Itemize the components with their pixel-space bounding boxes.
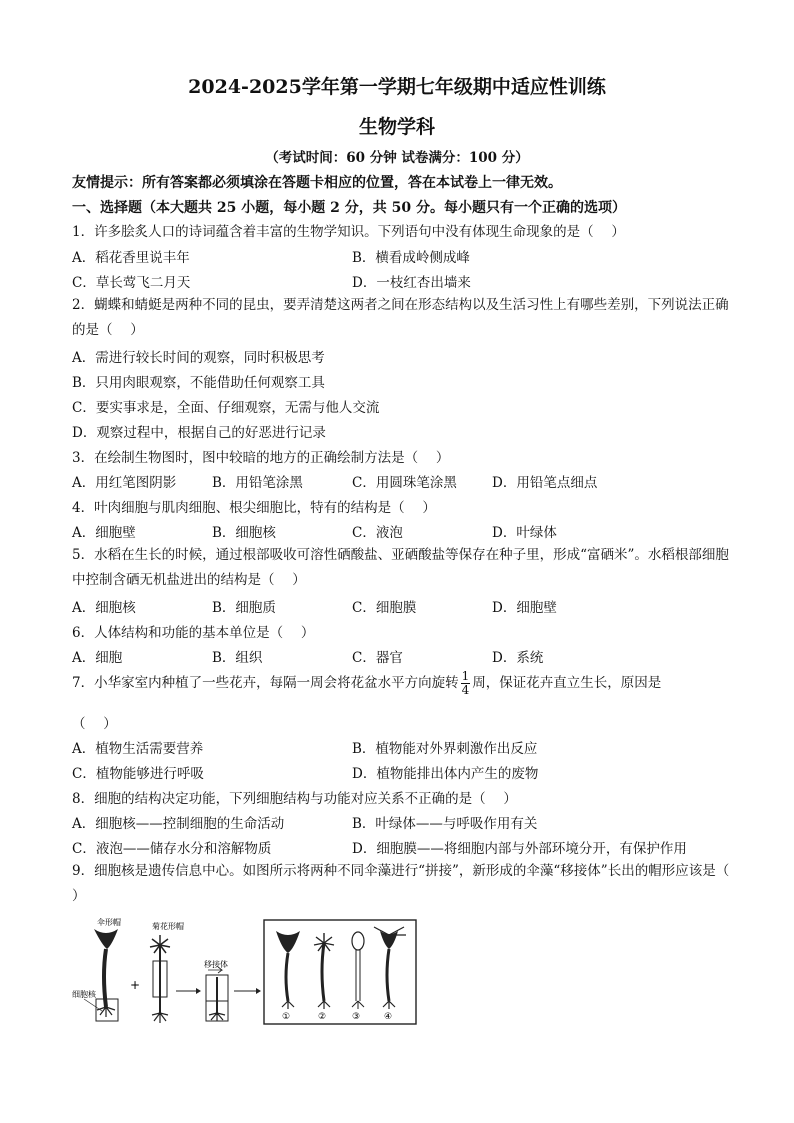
question-7-stem-tail: （ ） — [72, 716, 117, 732]
question-8-stem: 8．细胞的结构决定功能，下列细胞结构与功能对应关系不正确的是（ ） — [72, 791, 517, 807]
question-5-stem: 5．水稻在生长的时候，通过根部吸收可溶性硒酸盐、亚硒酸盐等保存在种子里，形成“富硒米”。水稻根部细胞中控制含硒无机盐进出的结构是（ ） — [72, 547, 729, 588]
choice-1-label: ① — [282, 1012, 291, 1022]
acetabularia-graft-figure — [72, 915, 432, 1030]
notice-text: 友情提示：所有答案都必须填涂在答题卡相应的位置，答在本试卷上一律无效。 — [72, 175, 562, 191]
choice-1-cap — [276, 931, 300, 953]
question-2-option-a: A．需进行较长时间的观察，同时积极思考 — [72, 350, 325, 366]
question-1-option-c: C．草长莺飞二月天 — [72, 275, 191, 291]
choice-3-label: ③ — [352, 1012, 361, 1022]
choice-4-stalk — [387, 949, 389, 1001]
question-5-option-d: D．细胞壁 — [492, 600, 557, 616]
question-1-stem: 1．许多脍炙人口的诗词蕴含着丰富的生物学知识。下列语句中没有体现生命现象的是（ ） — [72, 224, 625, 240]
question-2-option-b: B．只用肉眼观察，不能借助任何观察工具 — [72, 375, 325, 391]
question-2-option-c: C．要实事求是，全面、仔细观察，无需与他人交流 — [72, 400, 380, 416]
fraction — [461, 670, 471, 697]
question-8-option-c: C．液泡——储存水分和溶解物质 — [72, 841, 272, 857]
question-7-option-b: B．植物能对外界刺激作出反应 — [352, 741, 538, 757]
label-graft: 移接体 — [204, 960, 228, 969]
choice-2-stalk — [322, 943, 324, 1001]
question-9-stem: 9．细胞核是遗传信息中心。如图所示将两种不同伞藻进行“拼接”，新形成的伞藻“移接体”长出的帽形应该是（ ） — [72, 863, 747, 904]
arrow-1-head — [196, 988, 201, 994]
choice-4-rhizoid — [383, 1001, 395, 1009]
rhizoid-left — [97, 1007, 115, 1017]
choice-4-cap — [380, 931, 398, 949]
question-1-option-b: B．横看成岭侧成峰 — [352, 250, 470, 266]
question-1-option-a: A．稻花香里说丰年 — [72, 250, 190, 266]
question-7-option-d: D．植物能排出体内产生的废物 — [352, 766, 539, 782]
umbrella-stalk — [104, 949, 106, 1007]
label-chrysanthemum-cap: 菊花形帽 — [152, 922, 184, 931]
question-6-option-c: C．器官 — [352, 650, 403, 666]
question-8-option-a: A．细胞核——控制细胞的生命活动 — [72, 816, 285, 832]
umbrella-cap-shape — [94, 929, 118, 949]
question-7-stem-before: 7．小华家室内种植了一些花卉，每隔一周会将花盆水平方向旋转 — [72, 675, 459, 691]
question-2-stem: 2．蝴蝶和蜻蜓是两种不同的昆虫，要弄清楚这两者之间在形态结构以及生活习性上有哪些差别，下列说法正确的是（ ） — [72, 297, 729, 338]
question-1-option-d: D．一枝红杏出墙来 — [352, 275, 471, 291]
rhizoid-middle — [152, 1013, 168, 1023]
choice-2-rhizoid — [318, 1001, 330, 1009]
plus-sign: + — [130, 978, 141, 992]
question-3-option-a: A．用红笔图阴影 — [72, 475, 177, 491]
fraction-numerator: 1 — [461, 669, 470, 683]
fraction-denominator: 4 — [461, 683, 470, 697]
question-6-stem: 6．人体结构和功能的基本单位是（ ） — [72, 625, 315, 641]
question-4-option-a: A．细胞壁 — [72, 525, 136, 541]
question-4-stem: 4．叶肉细胞与肌肉细胞、根尖细胞比，特有的结构是（ ） — [72, 500, 436, 516]
choice-1-stalk — [286, 953, 288, 1001]
question-3-stem: 3．在绘制生物图时，图中较暗的地方的正确绘制方法是（ ） — [72, 450, 450, 466]
question-7-stem-after: 周，保证花卉直立生长，原因是 — [472, 675, 662, 691]
nucleus-pointer — [84, 999, 102, 1011]
question-4-option-b: B．细胞核 — [212, 525, 276, 541]
question-6-option-b: B．组织 — [212, 650, 263, 666]
arrow-2-head — [256, 988, 261, 994]
choice-4-cap-rays — [374, 927, 406, 935]
question-6-option-a: A．细胞 — [72, 650, 123, 666]
exam-info: （考试时间：60 分钟 试卷满分：100 分） — [265, 150, 529, 166]
label-nucleus: 细胞核 — [72, 990, 96, 999]
choice-2-label: ② — [318, 1012, 327, 1022]
question-8-option-b: B．叶绿体——与呼吸作用有关 — [352, 816, 538, 832]
choice-4-label: ④ — [384, 1012, 393, 1022]
question-4-option-c: C．液泡 — [352, 525, 403, 541]
exam-title: 2024-2025学年第一学期七年级期中适应性训练 — [188, 76, 606, 98]
subject-title: 生物学科 — [358, 116, 435, 138]
label-umbrella-cap: 伞形帽 — [97, 918, 121, 927]
question-2-option-d: D．观察过程中，根据自己的好恶进行记录 — [72, 425, 326, 441]
choice-3-cap — [352, 932, 364, 950]
question-4-option-d: D．叶绿体 — [492, 525, 557, 541]
section-heading: 一、选择题（本大题共 25 小题，每小题 2 分，共 50 分。每小题只有一个正确的选项） — [72, 200, 626, 216]
question-7-option-c: C．植物能够进行呼吸 — [72, 766, 204, 782]
question-5-option-b: B．细胞质 — [212, 600, 276, 616]
rhizoid-graft — [209, 1013, 225, 1021]
question-6-option-d: D．系统 — [492, 650, 544, 666]
question-3-option-c: C．用圆珠笔涂黑 — [352, 475, 457, 491]
question-5-option-a: A．细胞核 — [72, 600, 136, 616]
choice-3-rhizoid — [352, 1001, 364, 1009]
choice-1-rhizoid — [282, 1001, 294, 1009]
question-7-option-a: A．植物生活需要营养 — [72, 741, 204, 757]
question-3-option-b: B．用铅笔涂黑 — [212, 475, 303, 491]
question-3-option-d: D．用铅笔点细点 — [492, 475, 598, 491]
question-5-option-c: C．细胞膜 — [352, 600, 417, 616]
question-8-option-d: D．细胞膜——将细胞内部与外部环境分开，有保护作用 — [352, 841, 687, 857]
question-7-stem — [72, 670, 661, 697]
